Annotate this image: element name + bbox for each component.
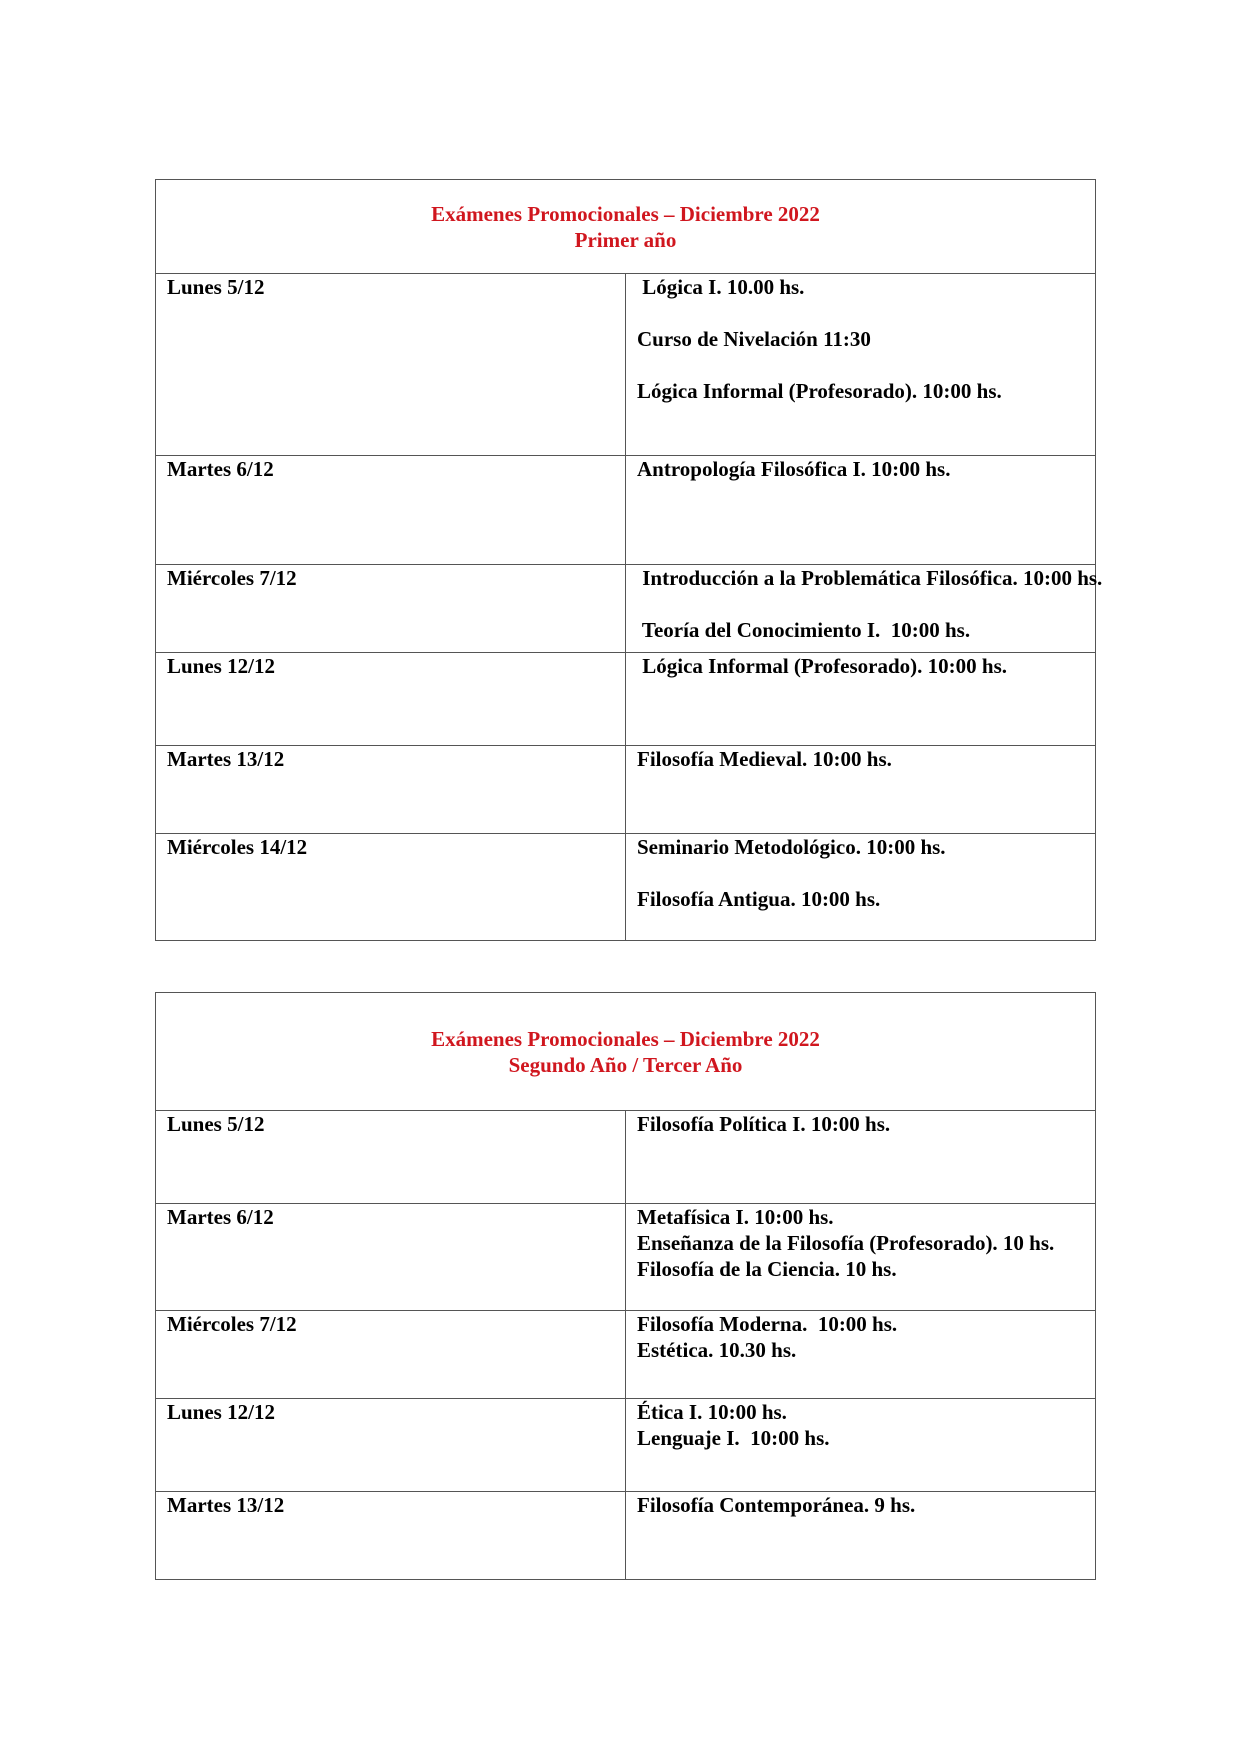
exam-table-second-third-year [155,992,1096,1580]
subjects-cell [626,1311,1096,1399]
exam-item: Metafísica I. 10:00 hs. [637,1205,834,1229]
exam-item: Filosofía Política I. 10:00 hs. [637,1112,891,1136]
exam-item: Filosofía Moderna. 10:00 hs. [637,1312,898,1336]
exam-item: Filosofía de la Ciencia. 10 hs. [637,1257,897,1281]
day-cell: Martes 6/12 [156,1204,626,1311]
exam-item: Lógica I. 10.00 hs. [637,275,805,299]
table-row [156,746,1096,834]
exam-item: Estética. 10.30 hs. [637,1338,797,1362]
day-cell: Lunes 12/12 [156,1399,626,1492]
subjects-cell [626,456,1096,565]
subjects-cell [626,1492,1096,1580]
table-row [156,456,1096,565]
exam-item: Seminario Metodológico. 10:00 hs. [637,835,946,859]
subjects-cell [626,1204,1096,1311]
table-row [156,834,1096,941]
table-title: Exámenes Promocionales – Diciembre 2022 [431,201,820,226]
day-cell: Miércoles 7/12 [156,565,626,653]
exam-item: Filosofía Contemporánea. 9 hs. [637,1493,916,1517]
subjects-cell [626,653,1096,746]
subjects-cell [626,1111,1096,1204]
table-header-row [156,993,1096,1111]
subjects-cell [626,274,1096,456]
table-subtitle: Segundo Año / Tercer Año [508,1052,743,1077]
day-cell: Miércoles 14/12 [156,834,626,941]
table-title-cell [156,180,1096,274]
day-cell: Martes 6/12 [156,456,626,565]
table-row [156,274,1096,456]
subjects-cell [626,1399,1096,1492]
subjects-cell [626,834,1096,941]
table-title: Exámenes Promocionales – Diciembre 2022 [431,1026,820,1051]
day-cell: Martes 13/12 [156,746,626,834]
exam-item: Filosofía Antigua. 10:00 hs. [637,887,881,911]
table-title-cell [156,993,1096,1111]
table-row [156,1111,1096,1204]
exam-item: Lógica Informal (Profesorado). 10:00 hs. [637,654,1007,678]
table-row [156,565,1096,653]
table-header-row [156,180,1096,274]
exam-table-first-year [155,179,1103,941]
table-row [156,1399,1096,1492]
exam-item: Lógica Informal (Profesorado). 10:00 hs. [637,379,1002,403]
day-cell: Lunes 5/12 [156,1111,626,1204]
exam-item: Ética I. 10:00 hs. [637,1400,787,1424]
day-cell: Martes 13/12 [156,1492,626,1580]
exam-item: Curso de Nivelación 11:30 [637,327,871,351]
exam-item: Enseñanza de la Filosofía (Profesorado). 10 hs. [637,1231,1055,1255]
day-cell: Lunes 5/12 [156,274,626,456]
table-row [156,1492,1096,1580]
exam-item: Lenguaje I. 10:00 hs. [637,1426,830,1450]
table-row [156,1311,1096,1399]
subjects-cell [626,746,1096,834]
table-subtitle: Primer año [574,227,677,252]
exam-item: Filosofía Medieval. 10:00 hs. [637,747,892,771]
table-row [156,653,1096,746]
day-cell: Miércoles 7/12 [156,1311,626,1399]
table-row [156,1204,1096,1311]
exam-item: Introducción a la Problemática Filosófica. 10:00 hs. [637,566,1103,590]
day-cell: Lunes 12/12 [156,653,626,746]
subjects-cell [626,565,1103,653]
exam-item: Teoría del Conocimiento I. 10:00 hs. [637,618,971,642]
exam-item: Antropología Filosófica I. 10:00 hs. [637,457,951,481]
